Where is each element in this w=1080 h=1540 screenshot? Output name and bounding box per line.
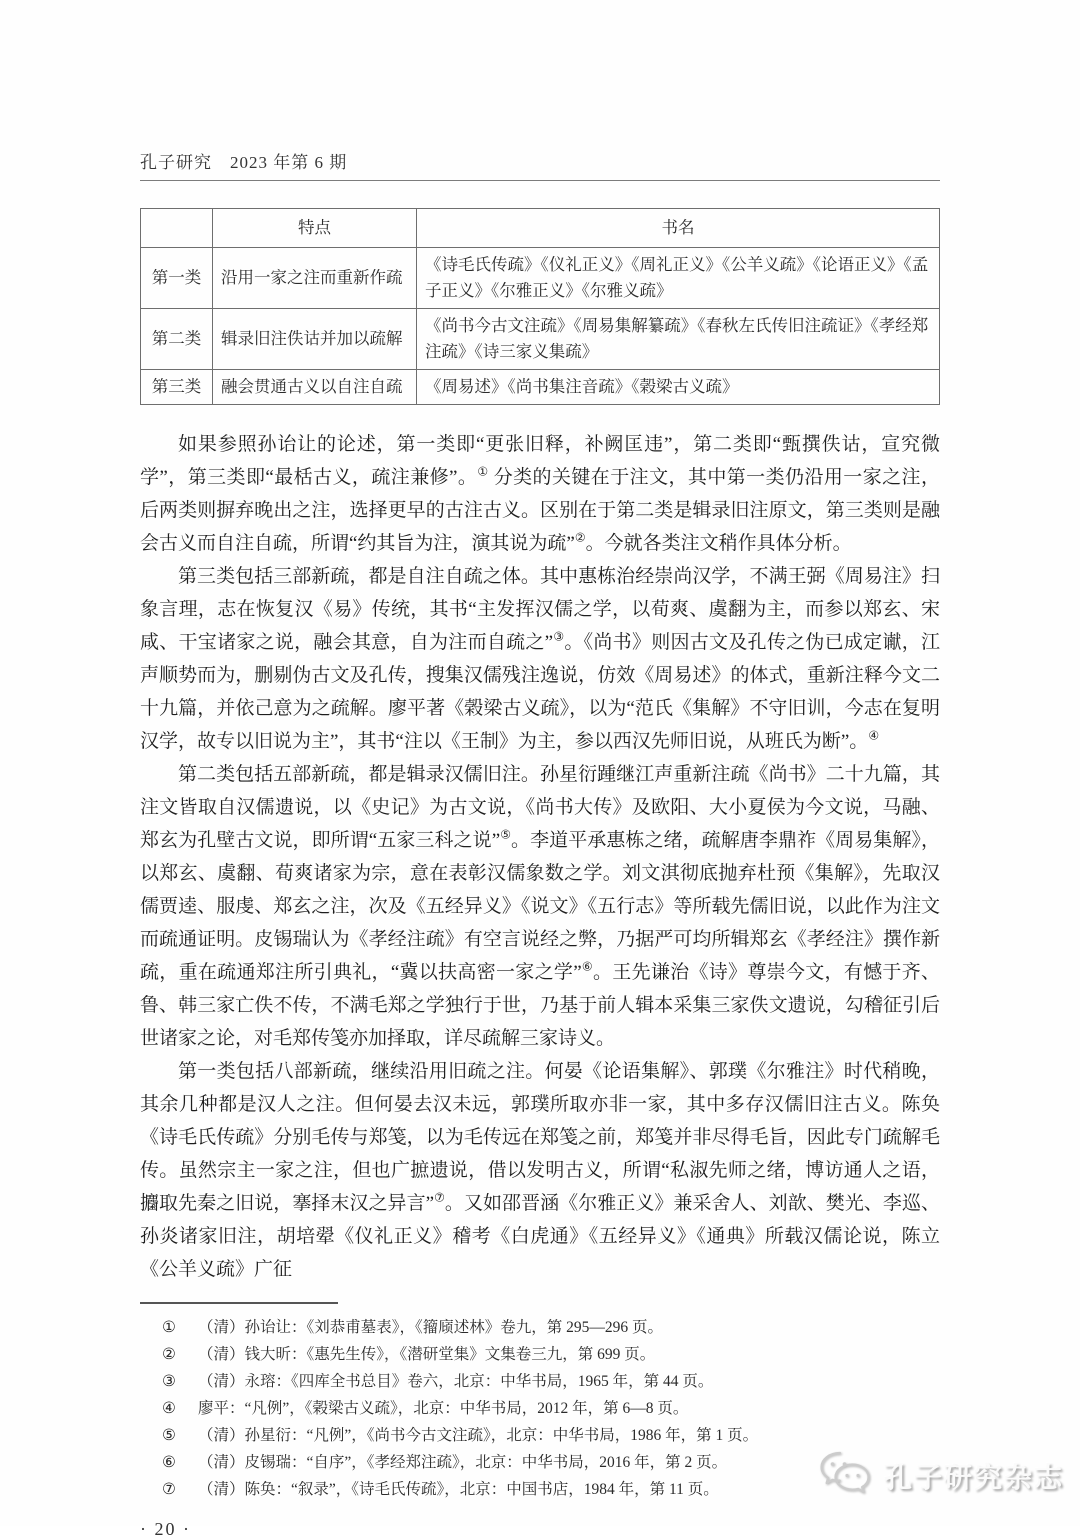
footnote-text: （清）孙诒让：《刘恭甫墓表》，《籀庼述林》卷九，第 295—296 页。 [198,1319,664,1336]
paragraph-text: 。《尚书》则因古文及孔传之伪已成定谳，江声顺势而为，删剔伪古文及孔传，搜集汉儒残注逸说，仿效《周易述》的体式，重新注释今文二十九篇，并依己意为之疏解。廖平著《榖梁古义疏》，以为“范氏《集解》不守旧训，今志在复明汉学，故专以旧说为主”，其书“注以《王制》为主，参以西汉先师旧说，从班氏为断”。 [140,632,940,752]
footnote-marker: ④ [162,1400,176,1417]
paragraph [140,1055,940,1286]
footnote-text: 廖平：“凡例”，《榖梁古义疏》，北京：中华书局，2012 年，第 6—8 页。 [198,1400,689,1417]
footnote-marker: ③ [162,1373,176,1390]
table-header-blank [141,209,213,248]
footnote-item [162,1422,940,1449]
table-header-row [141,209,940,248]
paragraph [140,560,940,758]
row-category: 第一类 [141,248,213,309]
paragraph-text: 第三类包括三部新疏，都是自注自疏之体。其中惠栋治经崇尚汉学，不满王弼《周易注》扫象言理，志在恢复汉《易》传统，其书“主发挥汉儒之学，以荀爽、虞翻为主，而参以郑玄、宋咸、干宝诸家之说，融会其意，自为注而自疏之” [140,566,940,653]
row-feature: 融会贯通古义以自注自疏 [213,370,417,405]
footnote-ref: ③ [553,629,565,644]
footnote-item [162,1395,940,1422]
wechat-icon [818,1451,874,1500]
footnote-item [162,1341,940,1368]
row-category: 第三类 [141,370,213,405]
footnote-text: （清）永瑢：《四库全书总目》卷六，北京：中华书局，1965 年，第 44 页。 [198,1373,714,1390]
row-feature: 辑录旧注佚诂并加以疏解 [213,309,417,370]
table-row [141,370,940,405]
page-number: · 20 · [140,1519,191,1539]
paragraph-text: 分类的关键在于注文，其中第一类仍沿用一家之注，后两类则摒弃晚出之注，选择更早的古注古义。区别在于第二类是辑录旧注原文，第三类则是融会古义而自注自疏，所谓“约其旨为注，演其说为疏” [140,467,940,554]
footnote-text: （清）钱大昕：《惠先生传》，《潜研堂集》文集卷三九，第 699 页。 [198,1346,656,1363]
footnote-ref: ② [574,530,586,545]
row-feature: 沿用一家之注而重新作疏 [213,248,417,309]
table-header-books: 书名 [417,209,940,248]
row-books: 《诗毛氏传疏》《仪礼正义》《周礼正义》《公羊义疏》《论语正义》《孟子正义》《尔雅正义》《尔雅义疏》 [417,248,940,309]
journal-title: 孔子研究 2023 年第 6 期 [140,153,348,172]
watermark [818,1451,1064,1500]
footnote-text: （清）孙星衍：“凡例”，《尚书今古文注疏》，北京：中华书局，1986 年，第 1 页。 [198,1427,759,1444]
footnote-text: （清）陈奂：“叙录”，《诗毛氏传疏》，北京：中国书店，1984 年，第 11 页。 [198,1481,719,1498]
footnote-ref: ① [477,464,489,479]
row-books: 《周易述》《尚书集注音疏》《榖梁古义疏》 [417,370,940,405]
footnote-item [162,1368,940,1395]
paragraph [140,428,940,560]
paragraph-text: 第二类包括五部新疏，都是辑录汉儒旧注。孙星衍踵继江声重新注疏《尚书》二十九篇，其注文皆取自汉儒遗说，以《史记》为古文说，《尚书大传》及欧阳、大小夏侯为今文说，马融、郑玄为孔壁古文说，即所谓“五家三科之说” [140,764,940,851]
paragraph-text: 如果参照孙诒让的论述，第一类即“更张旧释，补阙匡违”，第二类即“甄撰佚诂，宣究微学”，第三类即“最栝古义，疏注兼修”。 [140,434,940,488]
footnote-marker: ① [162,1319,176,1336]
body-paragraphs [140,428,940,1286]
footnote-marker: ⑥ [162,1454,176,1471]
classification-table [140,208,940,405]
paragraph-text: 。今就各类注文稍作具体分析。 [585,533,852,554]
footnote-separator [140,1302,338,1304]
watermark-label: 孔子研究杂志 [883,1461,1064,1493]
table-header-feature: 特点 [213,209,417,248]
paragraph-text: 。又如邵晋涵《尔雅正义》兼采舍人、刘歆、樊光、李巡、孙炎诸家旧注，胡培翚《仪礼正义》稽考《白虎通》《五经异义》《通典》所载汉儒论说，陈立《公羊义疏》广征 [140,1193,940,1280]
paragraph-text: 。王先谦治《诗》尊崇今文，有憾于齐、鲁、韩三家亡佚不传，不满毛郑之学独行于世，乃基于前人辑本采集三家佚文遗说，勾稽征引后世诸家之论，对毛郑传笺亦加择取，详尽疏解三家诗义。 [140,962,940,1049]
footnote-marker: ⑦ [162,1481,176,1498]
footnote-item [162,1314,940,1341]
footnote-ref: ④ [868,728,880,743]
row-books: 《尚书今古文注疏》《周易集解纂疏》《春秋左氏传旧注疏证》《孝经郑注疏》《诗三家义集疏》 [417,309,940,370]
journal-header [140,148,940,181]
paragraph-text: 。李道平承惠栋之绪，疏解唐李鼎祚《周易集解》，以郑玄、虞翻、荀爽诸家为宗，意在表彰汉儒象数之学。刘文淇彻底抛弃杜预《集解》，先取汉儒贾逵、服虔、郑玄之注，次及《五经异义》《说文》《五行志》等所载先儒旧说，以此作为注文而疏通证明。皮锡瑞认为《孝经注疏》有空言说经之弊，乃据严可均所辑郑玄《孝经注》撰作新疏，重在疏通郑注所引典礼，“冀以扶高密一家之学” [140,830,940,983]
paragraph [140,758,940,1055]
footnote-ref: ⑦ [434,1190,445,1205]
table-row [141,248,940,309]
header-rule [140,180,940,181]
footnote-ref: ⑥ [581,959,593,974]
footnote-text: （清）皮锡瑞：“自序”，《孝经郑注疏》，北京：中华书局，2016 年，第 2 页。 [198,1454,728,1471]
paragraph-text: 第一类包括八部新疏，继续沿用旧疏之注。何晏《论语集解》、郭璞《尔雅注》时代稍晚，其余几种都是汉人之注。但何晏去汉未远，郭璞所取亦非一家，其中多存汉儒旧注古义。陈奂《诗毛氏传疏》分别毛传与郑笺，以为毛传远在郑笺之前，郑笺并非尽得毛旨，因此专门疏解毛传。虽然宗主一家之注，但也广摭遗说，借以发明古义，所谓“私淑先师之绪，博访通人之语，攟取先秦之旧说，搴择末汉之异言” [140,1061,940,1214]
page-content [140,148,940,1540]
footnote-ref: ⑤ [500,827,512,842]
table-row [141,309,940,370]
footnote-marker: ② [162,1346,176,1363]
row-category: 第二类 [141,309,213,370]
footnote-marker: ⑤ [162,1427,176,1444]
